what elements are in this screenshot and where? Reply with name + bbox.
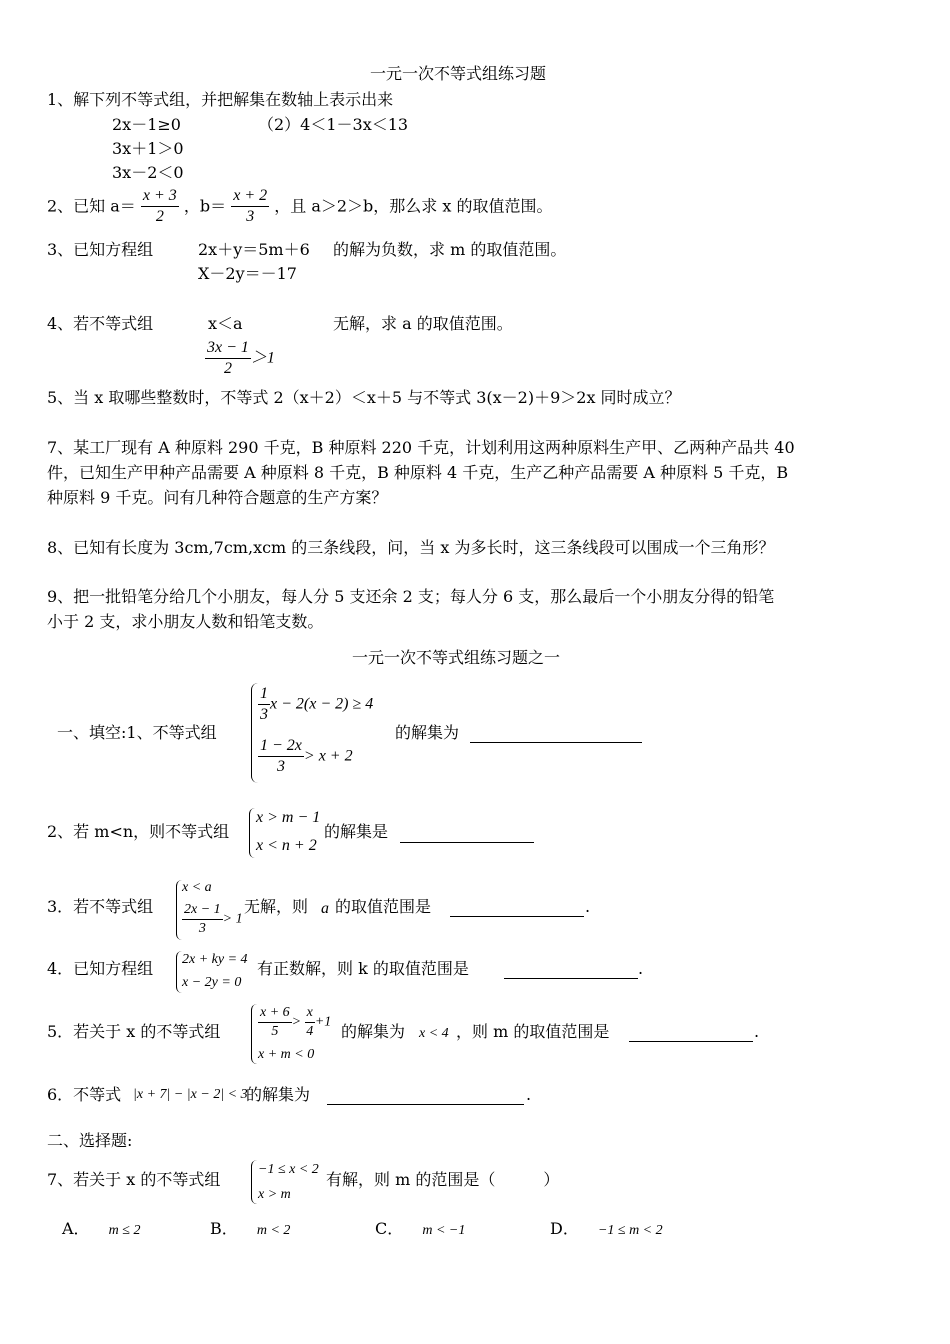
q2-b-numerator: x + 2 <box>231 188 269 207</box>
p1-frac-1-num: 1 <box>258 686 270 705</box>
question-9-line-2: 小于 2 支，求小朋友人数和铅笔支数。 <box>47 612 324 631</box>
option-a-value: m ≤ 2 <box>108 1223 141 1238</box>
p3-suffix: 的取值范围是 <box>335 897 432 916</box>
option-a-label: A． <box>62 1219 90 1238</box>
p5-inequality-1 <box>258 1006 331 1039</box>
p6-end: . <box>526 1085 532 1104</box>
p3-numerator: 2x − 1 <box>182 903 223 920</box>
p5-brace <box>251 1004 257 1064</box>
p4-end: . <box>638 959 644 978</box>
q4-numerator: 3x − 1 <box>205 340 251 359</box>
p1-frac-2-num: 1 − 2x <box>258 738 304 757</box>
p4-suffix: 有正数解，则 k 的取值范围是 <box>257 959 469 978</box>
p1-brace <box>251 683 258 783</box>
p7-inequality-2: x > m <box>258 1187 291 1202</box>
q2-mid: ，b＝ <box>183 196 227 216</box>
p3-answer-blank[interactable] <box>450 916 584 917</box>
option-b[interactable] <box>210 1221 290 1238</box>
p3-denominator: 3 <box>198 921 206 936</box>
q1-inequality-1: 2x－1≥0 <box>112 115 181 134</box>
fill-question-5: 5．若关于 x 的不等式组 <box>47 1022 221 1041</box>
q3-equation-2: X－2y＝－17 <box>198 264 297 283</box>
p5-answer-blank[interactable] <box>629 1041 753 1042</box>
p1-inequality-2 <box>258 738 353 775</box>
q4-inequality-2 <box>205 340 275 377</box>
q2-fraction-a <box>141 188 179 225</box>
p2-answer-blank[interactable] <box>400 842 534 843</box>
option-b-label: B． <box>210 1219 238 1238</box>
p3-inequality-2-rest: > 1 <box>222 911 243 927</box>
p4-equation-1: 2x + ky = 4 <box>182 952 248 967</box>
p3-inequality-2 <box>182 903 243 936</box>
p6-expression: |x + 7| − |x − 2| < 3 <box>133 1087 248 1102</box>
page-title: 一元一次不等式组练习题 <box>370 64 547 83</box>
section-title: 一元一次不等式组练习题之一 <box>352 648 561 667</box>
q2-b-denominator: 3 <box>246 208 255 225</box>
p7-suffix: 有解，则 m 的范围是（ ） <box>326 1170 560 1189</box>
q3-suffix: 的解为负数，求 m 的取值范围。 <box>333 240 567 259</box>
choice-question-7: 7、若关于 x 的不等式组 <box>47 1170 221 1189</box>
q4-denominator: 2 <box>223 360 232 377</box>
option-b-value: m < 2 <box>256 1223 291 1238</box>
option-a[interactable] <box>62 1221 140 1238</box>
question-8: 8、已知有长度为 3cm,7cm,xcm 的三条线段，问，当 x 为多长时，这三条线段可以围成一个三角形？ <box>47 538 775 557</box>
p1-inequality-2-rest: > x + 2 <box>303 747 353 765</box>
p5-solution: x < 4 <box>419 1026 449 1041</box>
q2-a-denominator: 2 <box>155 208 164 225</box>
option-d-value: −1 ≤ m < 2 <box>597 1223 663 1238</box>
question-3: 3、已知方程组 <box>47 240 154 259</box>
question-5: 5、当 x 取哪些整数时，不等式 2（x＋2）＜x＋5 与不等式 3(x－2)＋9＞2x 同时成立？ <box>47 388 681 407</box>
question-2 <box>47 188 553 225</box>
p1-inequality-1 <box>258 686 373 723</box>
option-c-value: m < −1 <box>422 1223 466 1238</box>
p5-frac-2-num: x <box>305 1006 315 1023</box>
fill-question-1: 一、填空:1、不等式组 <box>57 723 217 742</box>
fill-question-4: 4．已知方程组 <box>47 959 154 978</box>
p5-frac-1-den: 5 <box>271 1024 279 1039</box>
p5-frac-1-num: x + 6 <box>258 1006 292 1023</box>
p5-suffix: ，则 m 的取值范围是 <box>456 1022 610 1041</box>
p2-brace <box>249 808 255 858</box>
p5-inequality-1-rest: +1 <box>314 1014 332 1030</box>
p2-inequality-1: x > m − 1 <box>256 809 321 826</box>
q3-equation-1: 2x＋y＝5m＋6 <box>198 240 310 259</box>
q4-inequality-1: x＜a <box>208 314 243 333</box>
q2-a-numerator: x + 3 <box>141 188 179 207</box>
option-c-label: C． <box>375 1219 404 1238</box>
q4-inequality-2-rest: ＞1 <box>250 349 275 367</box>
question-7-line-3: 种原料 9 千克。问有几种符合题意的生产方案？ <box>47 488 388 507</box>
p6-suffix: 的解集为 <box>246 1085 311 1104</box>
p5-frac-2-den: 4 <box>306 1024 314 1039</box>
p3-inequality-1: x < a <box>182 880 212 895</box>
p5-mid: 的解集为 <box>341 1022 406 1041</box>
p5-end: . <box>754 1022 760 1041</box>
p1-frac-2 <box>258 738 304 775</box>
section-2-heading: 二、选择题: <box>47 1131 133 1150</box>
q2-prefix: 2、已知 a＝ <box>47 196 136 216</box>
p4-answer-blank[interactable] <box>504 978 638 979</box>
q1-inequality-3: 3x－2＜0 <box>112 163 184 182</box>
p5-frac-2 <box>305 1006 315 1039</box>
p7-brace <box>251 1160 257 1204</box>
p3-fraction <box>182 903 223 936</box>
q2-fraction-b <box>231 188 269 225</box>
option-c[interactable] <box>375 1221 465 1238</box>
p1-answer-blank[interactable] <box>470 742 642 743</box>
q1-part-2: （2）4＜1－3x＜13 <box>258 115 409 134</box>
p3-end: . <box>585 897 591 916</box>
q2-suffix: ，且 a＞2＞b，那么求 x 的取值范围。 <box>274 196 553 216</box>
fill-question-2: 2、若 m<n，则不等式组 <box>47 822 230 841</box>
option-d[interactable] <box>550 1221 663 1238</box>
p3-variable: a <box>321 900 329 917</box>
question-7-line-2: 件，已知生产甲种产品需要 A 种原料 8 千克，B 种原料 4 千克，生产乙种产品需要 A 种原料 5 千克，B <box>47 463 789 482</box>
p1-frac-2-den: 3 <box>276 758 285 775</box>
p7-inequality-1: −1 ≤ x < 2 <box>258 1162 319 1177</box>
q1-inequality-2: 3x＋1＞0 <box>112 139 184 158</box>
question-4: 4、若不等式组 <box>47 314 154 333</box>
question-1: 1、解下列不等式组，并把解集在数轴上表示出来 <box>47 90 394 109</box>
p6-answer-blank[interactable] <box>327 1104 524 1105</box>
p5-gt: > <box>291 1014 302 1030</box>
q4-suffix: 无解，求 a 的取值范围。 <box>333 314 513 333</box>
p4-equation-2: x − 2y = 0 <box>182 975 242 990</box>
question-9-line-1: 9、把一批铅笔分给几个小朋友，每人分 5 支还余 2 支；每人分 6 支，那么最后一个小朋友分得的铅笔 <box>47 587 775 606</box>
p5-inequality-2: x + m < 0 <box>258 1047 315 1062</box>
p1-suffix: 的解集为 <box>395 723 460 742</box>
p5-frac-1 <box>258 1006 292 1039</box>
p2-suffix: 的解集是 <box>324 822 389 841</box>
question-7-line-1: 7、某工厂现有 A 种原料 290 千克，B 种原料 220 千克，计划利用这两种原料生产甲、乙两种产品共 40 <box>47 438 795 457</box>
option-d-label: D． <box>550 1219 579 1238</box>
p2-inequality-2: x < n + 2 <box>256 837 317 854</box>
q4-fraction <box>205 340 251 377</box>
p1-frac-1 <box>258 686 270 723</box>
fill-question-6: 6．不等式 <box>47 1085 122 1104</box>
p1-frac-1-den: 3 <box>260 706 268 723</box>
fill-question-3: 3．若不等式组 <box>47 897 154 916</box>
p3-mid: 无解，则 <box>244 897 309 916</box>
p1-inequality-1-rest: x − 2(x − 2) ≥ 4 <box>270 695 374 713</box>
